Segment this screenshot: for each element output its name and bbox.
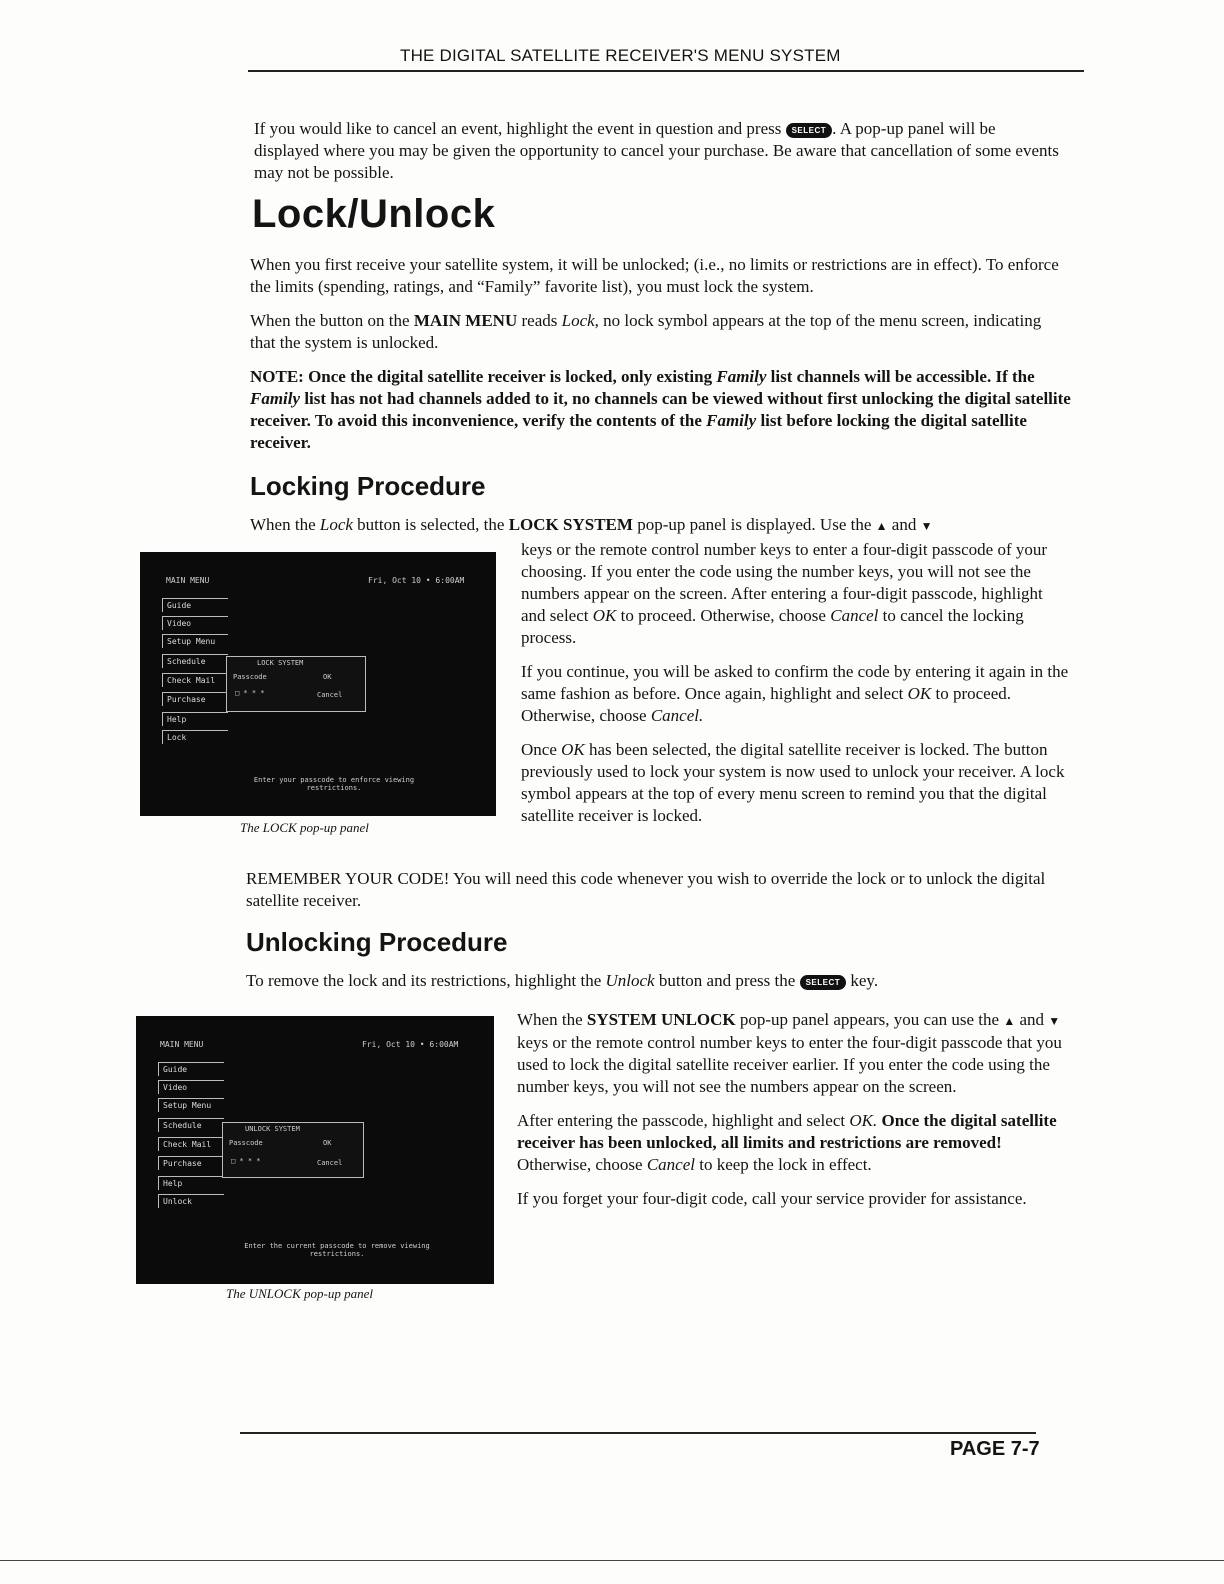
screen-hint: Enter the current passcode to remove viewing restrictions. <box>244 1242 430 1258</box>
unlocking-col-p3: If you forget your four-digit code, call your service provider for assistance. <box>517 1189 1027 1208</box>
menu-button-setup: Setup Menu <box>162 634 228 648</box>
footer-rule <box>240 1432 1036 1434</box>
bottom-rule <box>0 1560 1224 1561</box>
lock-caption: The LOCK pop-up panel <box>240 820 369 835</box>
main-menu-label: MAIN MENU <box>160 1040 204 1049</box>
lock-screen-image <box>140 552 496 816</box>
locking-procedure-heading: Locking Procedure <box>250 471 486 501</box>
locking-col-p1: keys or the remote control number keys to enter a four-digit passcode of your choosing. If you enter the code using the number keys, you will not see the numbers appear on the screen. After entering a four-digit passcode, highlight and select OK to proceed. Otherwise, choose Cancel to cancel the locking process. <box>521 540 1048 647</box>
main-menu-label: MAIN MENU <box>166 576 210 585</box>
note-paragraph: NOTE: Once the digital satellite receiver is locked, only existing Family list channels will be accessible. If the Family list has not had channels added to it, no channels can be viewed without first unlocking the digital satellite receiver. To avoid this inconvenience, verify the contents of the Family list before locking the digital satellite receiver. <box>250 367 1071 452</box>
datetime-label: Fri, Oct 10 • 6:00AM <box>368 576 465 585</box>
popup-title: UNLOCK SYSTEM <box>245 1125 300 1133</box>
menu-button-purchase: Purchase <box>158 1156 224 1170</box>
menu-button-video: Video <box>162 616 228 630</box>
locking-column <box>521 539 1069 827</box>
menu-button-unlock: Unlock <box>158 1194 224 1208</box>
unlocking-column <box>517 1009 1069 1210</box>
select-key-icon: SELECT <box>800 975 847 990</box>
menu-button-guide: Guide <box>162 598 228 612</box>
menu-button-help: Help <box>158 1176 224 1190</box>
popup-ok: OK <box>323 673 332 681</box>
lock-unlock-para2: When the button on the MAIN MENU reads Lock, no lock symbol appears at the top of the menu screen, indicating that the system is unlocked. <box>250 311 1042 352</box>
unlocking-intro: To remove the lock and its restrictions, highlight the Unlock button and press the SELECT key. <box>246 971 879 990</box>
datetime-label: Fri, Oct 10 • 6:00AM <box>362 1040 459 1049</box>
down-arrow-icon: ▼ <box>920 519 933 533</box>
intro-paragraph: If you would like to cancel an event, highlight the event in question and press SELECT . A pop-up panel will be displayed where you may be given the opportunity to cancel your purchase. Be aware that cancellation of some events may not be possible. <box>254 119 1059 182</box>
popup-digits: □ * * * <box>231 1157 261 1165</box>
popup-passcode-label: Passcode <box>229 1139 263 1147</box>
popup-cancel: Cancel <box>317 691 343 699</box>
popup-title: LOCK SYSTEM <box>257 659 304 667</box>
screen-hint: Enter your passcode to enforce viewing restrictions. <box>253 776 415 792</box>
popup-ok: OK <box>323 1139 332 1147</box>
lock-unlock-para1: When you first receive your satellite system, it will be unlocked; (i.e., no limits or restrictions are in effect). To enforce the limits (spending, ratings, and “Family” favorite list), you must lock the system. <box>250 255 1059 296</box>
running-header: THE DIGITAL SATELLITE RECEIVER'S MENU SYSTEM <box>400 46 841 65</box>
menu-button-mail: Check Mail <box>162 673 228 687</box>
menu-button-setup: Setup Menu <box>158 1098 224 1112</box>
remember-paragraph: REMEMBER YOUR CODE! You will need this code whenever you wish to override the lock or to unlock the digital satellite receiver. <box>246 869 1046 910</box>
header-rule <box>248 70 1084 72</box>
unlocking-col-p2: After entering the passcode, highlight and select OK. Once the digital satellite receiver has been unlocked, all limits and restrictions are removed! Otherwise, choose Cancel to keep the lock in effect. <box>517 1111 1057 1174</box>
up-arrow-icon: ▲ <box>875 519 888 533</box>
down-arrow-icon: ▼ <box>1048 1014 1061 1028</box>
menu-button-schedule: Schedule <box>162 654 228 668</box>
select-key-icon: SELECT <box>786 123 833 138</box>
locking-col-p2: If you continue, you will be asked to confirm the code by entering it again in the same fashion as before. Once again, highlight and select OK to proceed. Otherwise, choose Cancel. <box>521 662 1069 725</box>
menu-button-video: Video <box>158 1080 224 1094</box>
unlock-caption: The UNLOCK pop-up panel <box>226 1286 373 1301</box>
menu-button-mail: Check Mail <box>158 1137 224 1151</box>
unlocking-procedure-heading: Unlocking Procedure <box>246 927 508 957</box>
menu-button-purchase: Purchase <box>162 692 228 706</box>
menu-button-schedule: Schedule <box>158 1118 224 1132</box>
locking-col-p3: Once OK has been selected, the digital satellite receiver is locked. The button previously used to lock your system is now used to unlock your receiver. A lock symbol appears at the top of every menu screen to remind you that the digital satellite receiver is locked. <box>521 740 1065 825</box>
locking-intro: When the Lock button is selected, the LOCK SYSTEM pop-up panel is displayed. Use the ▲ and ▼ <box>250 515 933 534</box>
popup-cancel: Cancel <box>317 1159 343 1167</box>
unlocking-col-p1: When the SYSTEM UNLOCK pop-up panel appears, you can use the ▲ and ▼ keys or the remote control number keys to enter the four-digit passcode that you used to lock the digital satellite receiver earlier. If you enter the code using the number keys, you will not see the numbers appear on the screen. <box>517 1010 1062 1096</box>
menu-button-help: Help <box>162 712 228 726</box>
menu-button-lock: Lock <box>162 730 228 744</box>
popup-passcode-label: Passcode <box>233 673 267 681</box>
menu-button-guide: Guide <box>158 1062 224 1076</box>
unlock-screen-image <box>136 1016 494 1284</box>
lock-unlock-heading: Lock/Unlock <box>252 192 496 236</box>
lock-system-popup <box>226 656 366 712</box>
popup-digits: □ * * * <box>235 689 265 697</box>
up-arrow-icon: ▲ <box>1003 1014 1016 1028</box>
page-number: PAGE 7-7 <box>950 1438 1040 1460</box>
unlock-system-popup <box>222 1122 364 1178</box>
